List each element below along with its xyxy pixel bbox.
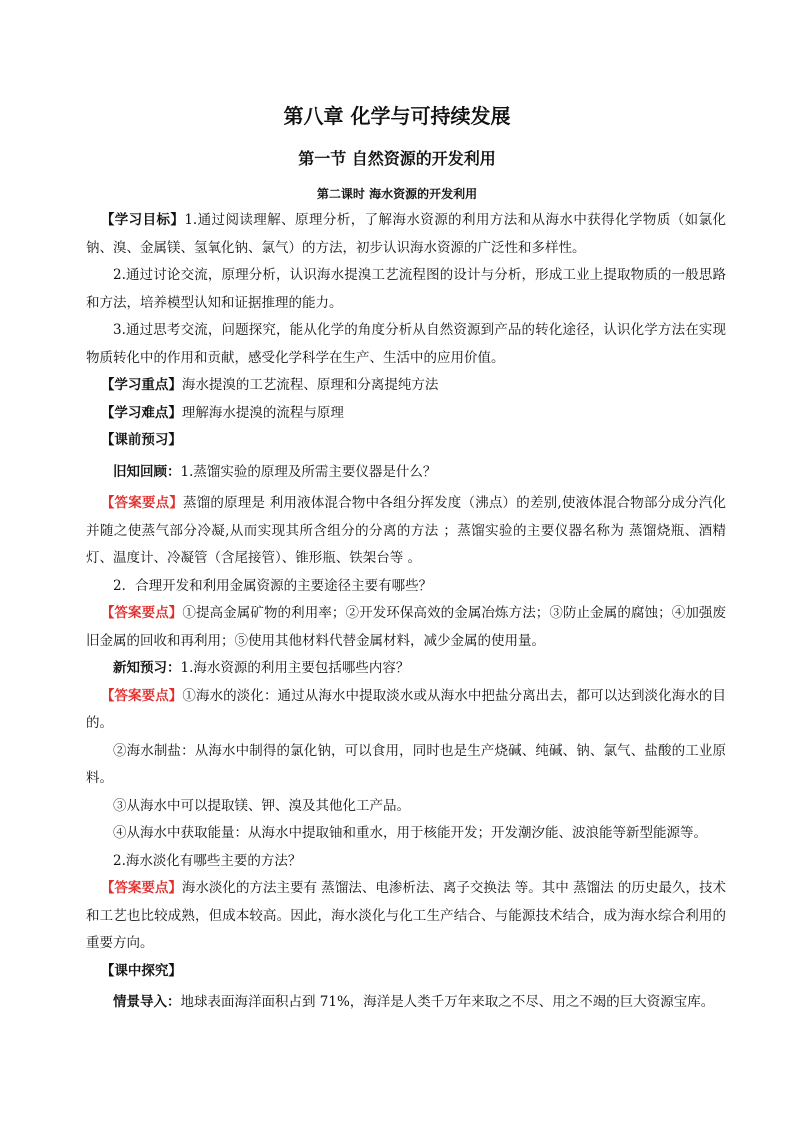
objective-item-2: 2.通过讨论交流，原理分析，认识海水提溴工艺流程图的设计与分析，形成工业上提取物质的一般思路和方法，培养模型认知和证据推理的能力。 xyxy=(86,267,726,311)
review-answer-1: 【答案要点】蒸馏的原理是 利用液体混合物中各组分挥发度（沸点）的差别,使液体混合物部分成分汽化并随之使蒸气部分冷凝,从而实现其所含组分的分离的方法 ；蒸馏实验的主要仪器名称为 蒸馏烧瓶、酒精灯、温度计、冷凝管（含尾接管）、锥形瓶、铁架台等 。 xyxy=(86,495,726,566)
document-body xyxy=(86,207,726,1017)
objectives-tag: 【学习目标】 xyxy=(100,212,185,228)
objective-item-3: 3.通过思考交流，问题探究，能从化学的角度分析从自然资源到产品的转化途径，认识化学方法在实现物质转化中的作用和贡献，感受化学科学在生产、生活中的应用价值。 xyxy=(86,322,726,366)
review-label: 旧知回顾： xyxy=(113,463,181,480)
new-question-1: 新知预习：1.海水资源的利用主要包括哪些内容？ xyxy=(113,660,410,676)
lesson-title: 第二课时 海水资源的开发利用 xyxy=(316,187,478,201)
chapter-title: 第八章 化学与可持续发展 xyxy=(283,104,511,128)
answer-tag: 【答案要点】 xyxy=(100,880,182,896)
key-points: 【学习重点】海水提溴的工艺流程、原理和分离提纯方法 xyxy=(100,377,439,393)
preview-heading: 【课前预习】 xyxy=(100,432,182,448)
answer-tag: 【答案要点】 xyxy=(100,687,183,704)
new-answer-1-item-4: ④从海水中获取能量：从海水中提取铀和重水，用于核能开发；开发潮汐能、波浪能等新型能源等。 xyxy=(113,825,707,841)
new-answer-1-item-2: ②海水制盐：从海水中制得的氯化钠，可以食用，同时也是生产烧碱、纯碱、钠、氯气、盐酸的工业原料。 xyxy=(86,742,726,786)
review-question-1: 旧知回顾：1.蒸馏实验的原理及所需主要仪器是什么？ xyxy=(113,463,437,480)
inquiry-heading: 【课中探究】 xyxy=(100,962,182,979)
answer-tag: 【答案要点】 xyxy=(100,495,184,511)
intro-label: 情景导入： xyxy=(113,994,181,1010)
review-answer-2: 【答案要点】①提高金属矿物的利用率；②开发环保高效的金属冶炼方法；③防止金属的腐蚀；④加强废旧金属的回收和再利用；⑤使用其他材料代替金属材料，减少金属的使用量。 xyxy=(86,605,727,649)
new-answer-2: 【答案要点】海水淡化的方法主要有 蒸馏法、电渗析法、离子交换法 等。其中 蒸馏法 的历史最久，技术和工艺也比较成熟，但成本较高。因此，海水淡化与化工生产结合、与能源技术结合，成为海水综合利用的重要方向。 xyxy=(86,880,726,951)
scenario-intro: 情景导入：地球表面海洋面积占到 71%，海洋是人类千万年来取之不尽、用之不竭的巨大资源宝库。 xyxy=(113,994,715,1010)
difficulties: 【学习难点】理解海水提溴的流程与原理 xyxy=(100,404,344,421)
new-answer-1: 【答案要点】①海水的淡化：通过从海水中提取淡水或从海水中把盐分离出去，都可以达到淡化海水的目的。 xyxy=(86,687,727,731)
difficulties-tag: 【学习难点】 xyxy=(100,404,182,421)
section-title: 第一节 自然资源的开发利用 xyxy=(298,149,496,168)
new-label: 新知预习： xyxy=(113,660,181,676)
key-points-tag: 【学习重点】 xyxy=(100,377,182,393)
new-answer-1-item-3: ③从海水中可以提取镁、钾、溴及其他化工产品。 xyxy=(113,797,410,814)
objective-item-1: 【学习目标】1.通过阅读理解、原理分析，了解海水资源的利用方法和从海水中获得化学物质（如氯化钠、溴、金属镁、氢氧化钠、氯气）的方法，初步认识海水资源的广泛性和多样性。 xyxy=(86,212,726,256)
new-question-2: 2.海水淡化有哪些主要的方法？ xyxy=(113,852,302,869)
answer-tag: 【答案要点】 xyxy=(100,605,183,621)
review-question-2: 2．合理开发和利用金属资源的主要途径主要有哪些？ xyxy=(113,577,433,594)
